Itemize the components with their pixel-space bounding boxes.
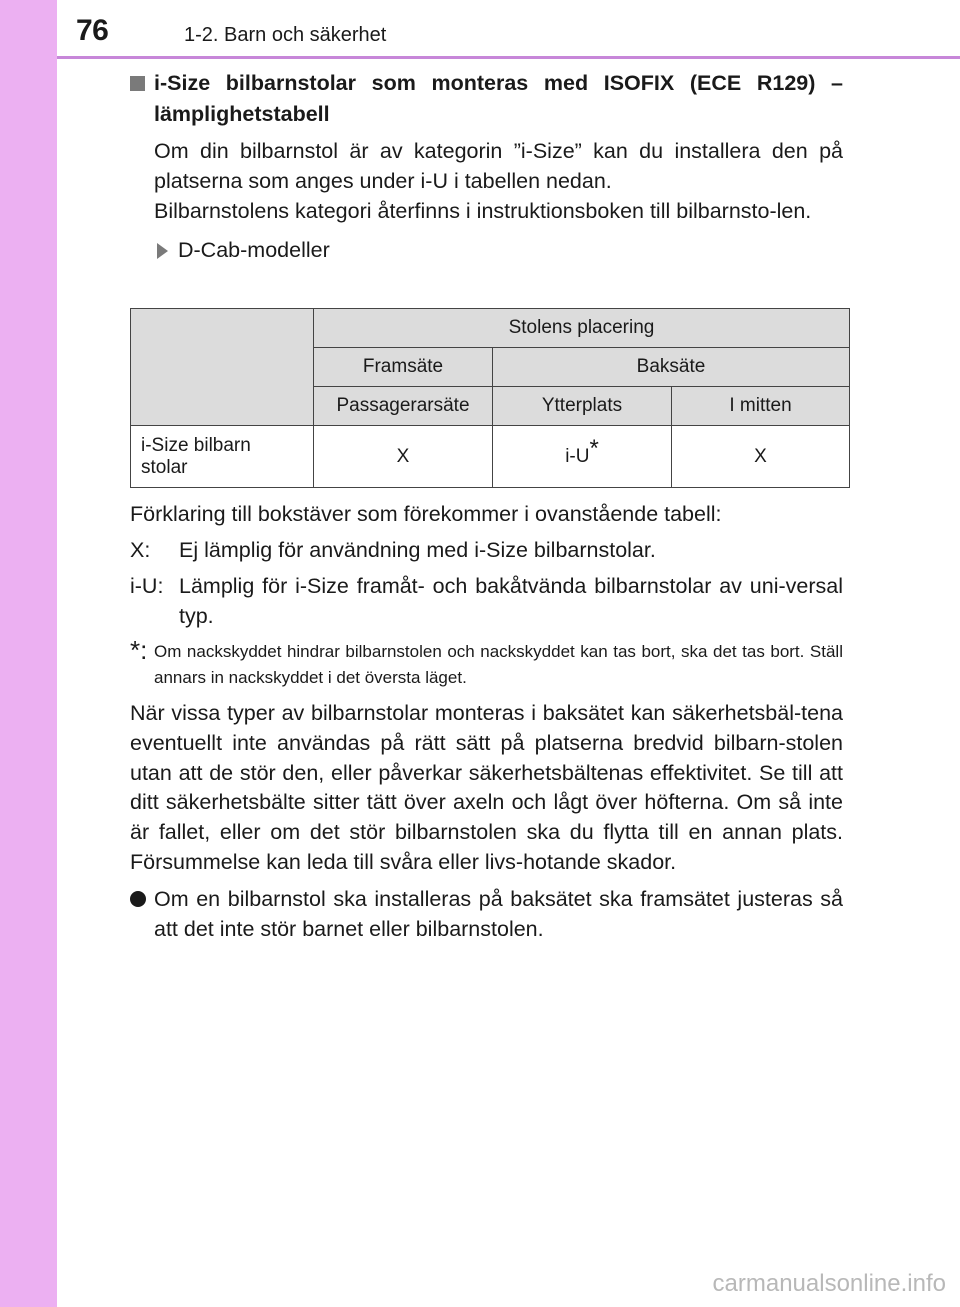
intro-paragraph: Om din bilbarnstol är av kategorin ”i-Size” kan du installera den på platserna som anges under i-U i tabellen nedan. <box>154 139 843 193</box>
legend-text-x: Ej lämplig för användning med i-Size bilbarnstolar. <box>179 538 656 562</box>
category-paragraph: Bilbarnstolens kategori återfinns i instruktionsboken till bilbarnsto-len. <box>154 199 812 223</box>
bullet-item <box>130 884 843 944</box>
header-divider <box>57 56 960 59</box>
table-row-label-line1: i-Size bilbarn <box>141 434 251 456</box>
table-header-passenger: Passagerarsäte <box>314 387 493 426</box>
table-cell-passenger: X <box>314 426 493 488</box>
legend-text-iu: Lämplig för i-Size framåt- och bakåtvända bilbarnstolar av uni-versal typ. <box>179 574 843 628</box>
table-corner-cell <box>131 309 314 426</box>
table-header-middle: I mitten <box>672 387 850 426</box>
table-cell-outer <box>493 426 672 488</box>
footnote-key: *: <box>130 635 148 665</box>
legend-block <box>130 499 843 944</box>
round-bullet-icon <box>130 891 146 907</box>
suitability-table <box>130 308 850 488</box>
footnote-text: Om nackskyddet hindrar bilbarnstolen och nackskyddet kan tas bort, ska det tas bort. Ställ annars in nackskyddet i det översta läget. <box>154 642 843 687</box>
legend-item-x <box>130 535 843 565</box>
bullet-text: Om en bilbarnstol ska installeras på baksätet ska framsätet justeras så att det inte stör barnet eller bilbarnstolen. <box>154 886 843 941</box>
chapter-tab-sidebar <box>0 0 57 1307</box>
model-subheading <box>130 235 843 265</box>
table-cell-outer-value: i-U <box>565 445 590 467</box>
main-content <box>130 68 843 265</box>
section-heading-text: i-Size bilbarnstolar som monteras med ISOFIX (ECE R129) – lämplighetstabell <box>154 71 843 126</box>
section-heading <box>130 68 843 130</box>
table-cell-middle: X <box>672 426 850 488</box>
table-header-rear-seat: Baksäte <box>493 348 850 387</box>
footnote <box>130 635 843 691</box>
footnote-mark: * <box>589 435 599 463</box>
square-bullet-icon <box>130 76 145 91</box>
page-number: 76 <box>76 14 109 47</box>
table-header-seat-position: Stolens placering <box>314 309 850 348</box>
legend-item-iu <box>130 571 843 631</box>
table-row-label-line2: stolar <box>141 456 188 478</box>
table-row-label <box>131 426 314 488</box>
warning-paragraph: När vissa typer av bilbarnstolar monteras i baksätet kan säkerhetsbäl-tena eventuellt inte användas på rätt sätt på platserna bredvid bilbarn-stolen utan att de stör den, eller påverkar säkerhetsbältenas effektivitet. Se till att ditt säkerhetsbälte sitter tätt över axeln och lågt över höfterna. Om så inte är fallet, eller om det stör bilbarnstolen ska du flytta till en annan plats. Försummelse kan leda till svåra eller livs-hotande skador. <box>130 701 843 874</box>
legend-key-iu: i-U: <box>130 574 164 598</box>
legend-intro: Förklaring till bokstäver som förekommer i ovanstående tabell: <box>130 502 722 526</box>
triangle-bullet-icon <box>157 243 168 259</box>
section-title: 1-2. Barn och säkerhet <box>184 24 387 46</box>
table-header-front-seat: Framsäte <box>314 348 493 387</box>
legend-key-x: X: <box>130 538 151 562</box>
model-subheading-text: D-Cab-modeller <box>178 238 330 262</box>
watermark: carmanualsonline.info <box>712 1270 946 1297</box>
table-header-outer: Ytterplats <box>493 387 672 426</box>
